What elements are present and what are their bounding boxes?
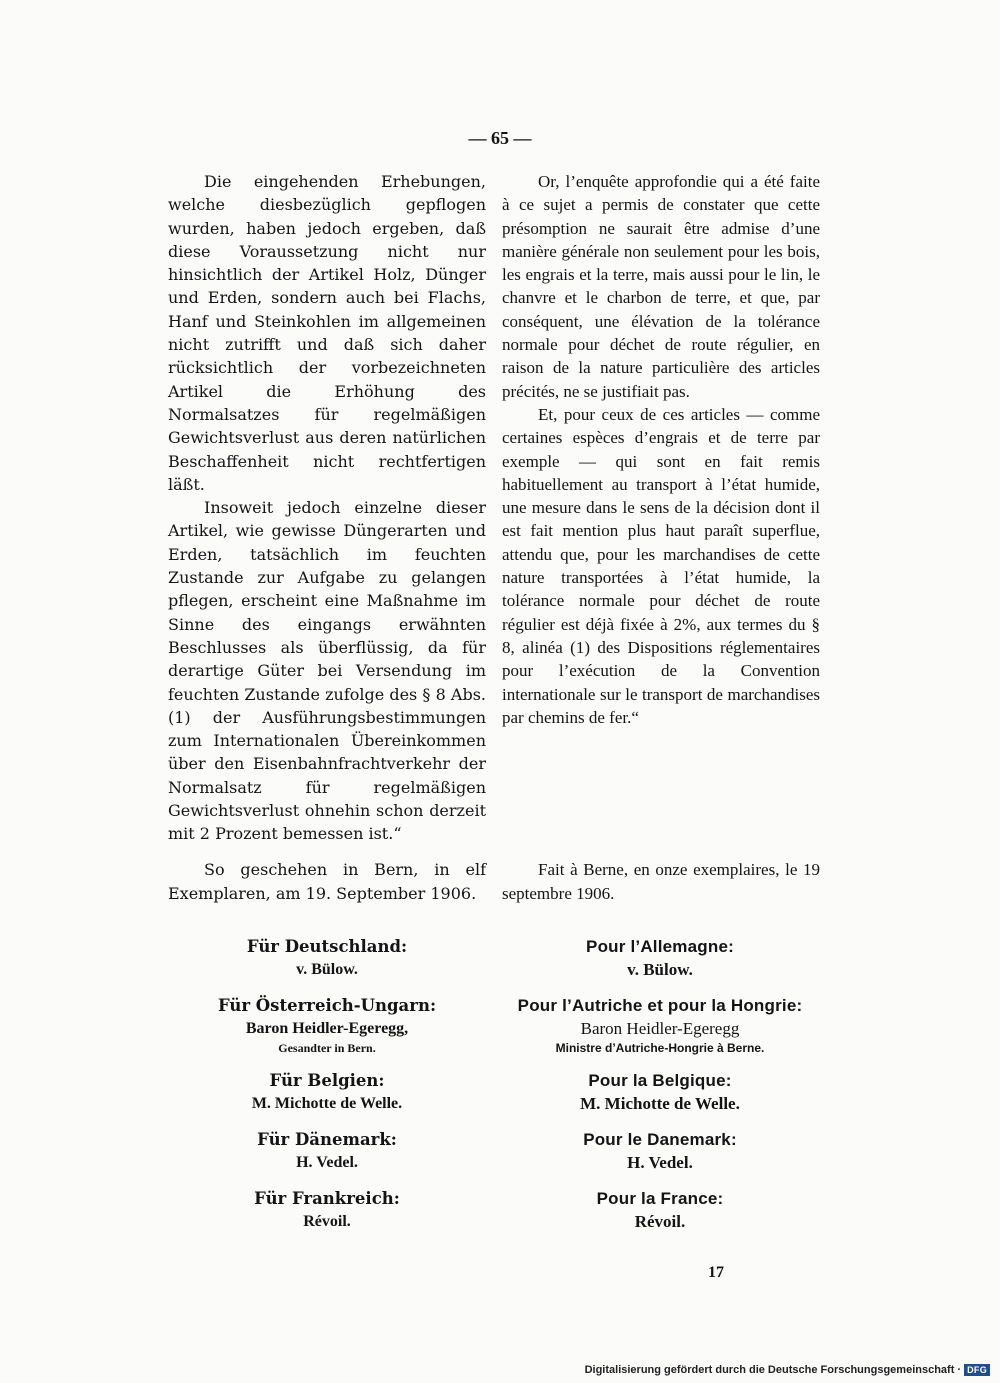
signature-country: Pour la Belgique: <box>588 1071 732 1090</box>
signature-country: Pour l’Autriche et pour la Hongrie: <box>517 996 803 1015</box>
digitization-credit <box>585 1364 990 1376</box>
signatory-name: M. Michotte de Welle. <box>251 1095 403 1112</box>
signature-entry <box>490 935 830 981</box>
signatory-name: M. Michotte de Welle. <box>580 1094 740 1113</box>
signatory-name: Révoil. <box>303 1213 351 1230</box>
signature-entry <box>168 935 486 981</box>
signature-country: Pour la France: <box>596 1189 724 1208</box>
signatory-title: Gesandter in Bern. <box>278 1041 376 1055</box>
signatory-name: v. Bülow. <box>296 961 358 978</box>
credit-text: Digitalisierung gefördert durch die Deutsche Forschungsgemeinschaft · <box>584 1364 962 1376</box>
signatory-title: Ministre d’Autriche-Hongrie à Berne. <box>555 1041 765 1055</box>
german-signatures <box>168 935 486 1246</box>
german-paragraph-1: Die eingehenden Erhebungen, welche diesbezüglich gepflogen wurden, haben jedoch ergeben, daß diese Voraussetzung nicht nur hinsichtlich der Artikel Holz, Dünger und Erden, sondern auch bei Flachs, Hanf und Steinkohlen im allgemeinen nicht zutrifft und daß sich daher rücksichtlich der vorbezeichneten Artikel die Erhöhung des Normalsatzes für regelmäßigen Gewichtsverlust aus deren natürlichen Beschaffenheit nicht rechtfertigen läßt. <box>168 172 486 494</box>
signatory-name: H. Vedel. <box>627 1153 693 1172</box>
signature-entry <box>490 1187 830 1233</box>
signatory-name: v. Bülow. <box>627 960 693 979</box>
signature-country: Pour l’Allemagne: <box>586 937 734 956</box>
french-paragraph-2: Et, pour ceux de ces articles — comme certaines espèces d’engrais et de terre par exemple — qui sont en fait remis habituellement au transport à l’état humide, une mesure dans le sens de la décision dont il est fait mention plus haut paraît superflue, attendu que, pour les marchandises de cette nature transportées à l’état humide, la tolérance normale pour déchet de route régulier est déjà fixée à 2%, aux termes du § 8, alinéa (1) des Dispositions réglementaires pour l’exécution de la Convention internationale sur le transport de marchandises par chemins de fer.“ <box>502 404 820 727</box>
french-signatures <box>490 935 830 1246</box>
french-text-column <box>502 170 820 729</box>
french-paragraph-1: Or, l’enquête approfondie qui a été faite à ce sujet a permis de constater que cette présomption ne saurait être admise d’une manière générale non seulement pour les bois, les engrais et la terre, mais aussi pour le lin, le chanvre et le charbon de terre, et que, par conséquent, une élévation de la tolérance normale pour déchet de route régulier, en raison de la nature particulière des articles précités, ne se justifiait pas. <box>502 172 820 401</box>
signature-country: Für Frankreich: <box>254 1189 400 1208</box>
signature-entry <box>168 1128 486 1174</box>
signature-entry <box>168 994 486 1056</box>
german-closing-text: So geschehen in Bern, in elf Exemplaren, am 19. September 1906. <box>168 860 486 903</box>
signature-country: Für Deutschland: <box>246 937 408 956</box>
signature-country: Pour le Danemark: <box>583 1130 737 1149</box>
german-paragraph-2: Insoweit jedoch einzelne dieser Artikel, wie gewisse Düngerarten und Erden, tatsächlich im feuchten Zustande zur Aufgabe zu gelangen pflegen, erscheint eine Maßnahme im Sinne des eingangs erwähnten Beschlusses als überflüssig, da für derartige Güter bei Versendung im feuchten Zustande zufolge des § 8 Abs. (1) der Ausführungsbestimmungen zum Internationalen Übereinkommen über den Eisenbahnfrachtverkehr der Normalsatz für regelmäßigen Gewichtsverlust ohnehin schon derzeit mit 2 Prozent bemessen ist.“ <box>168 498 486 844</box>
french-closing <box>502 858 820 905</box>
signatory-name: Baron Heidler-Egeregg, <box>245 1020 409 1037</box>
signature-entry <box>490 994 830 1056</box>
signature-entry <box>490 1128 830 1174</box>
dfg-logo-icon: DFG <box>964 1364 990 1376</box>
german-text-column <box>168 170 486 846</box>
signature-entry <box>490 1069 830 1115</box>
signature-entry <box>168 1069 486 1115</box>
signature-entry <box>168 1187 486 1233</box>
signature-country: Für Belgien: <box>269 1071 385 1090</box>
signatory-name: H. Vedel. <box>296 1154 358 1171</box>
signature-country: Für Dänemark: <box>257 1130 397 1149</box>
sheet-signature-mark: 17 <box>708 1264 724 1281</box>
french-closing-text: Fait à Berne, en onze exemplaires, le 19 septembre 1906. <box>502 860 820 903</box>
signatory-name: Révoil. <box>634 1212 686 1231</box>
signatory-name: Baron Heidler-Egeregg <box>580 1019 740 1038</box>
page-number: — 65 — <box>468 128 532 148</box>
german-closing <box>168 858 486 905</box>
signature-country: Für Österreich-Ungarn: <box>217 996 437 1015</box>
